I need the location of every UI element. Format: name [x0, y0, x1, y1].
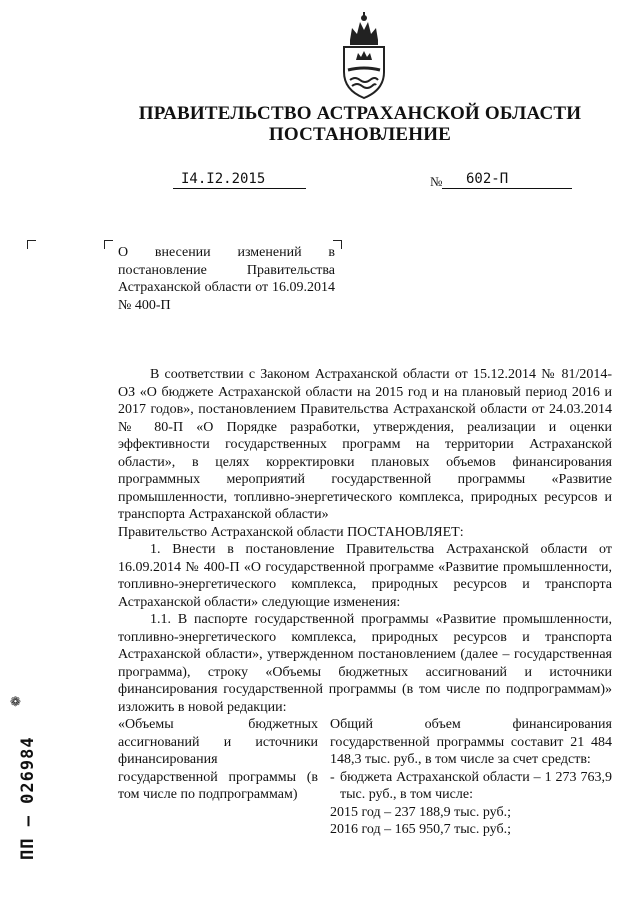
preamble-paragraph: В соответствии с Законом Астраханской области от 15.12.2014 № 81/2014-ОЗ «О бюджете Астраханской области на 2015 год и на плановый период 2016 и 2017 годов», постановлением Правительства Астраханской области от 24.03.2014 № 80-П «О Порядке разработки, утверждения, реализации и оценки эффективности государственных программ на территории Астраханской области», в целях корректировки плановых объемов финансирования программных мероприятий государственной программы «Развитие промышленности, топливно-энергетического комплекса, природных ресурсов и транспорта Астраханской области»	[118, 367, 612, 522]
coat-of-arms-emblem	[336, 10, 392, 100]
corner-mark-subject-start	[104, 240, 113, 249]
regional-budget-text: бюджета Астраханской области – 1 273 763,9 тыс. руб., в том числе:	[340, 769, 612, 802]
clause-1: 1. Внести в постановление Правительства Астраханской области от 16.09.2014 № 400-П «О государственной программе «Развитие промышленности, топливно-энергетического комплекса, природных ресурсов и транспорта Астраханской области» следующие изменения:	[118, 542, 612, 610]
clause-1-1: 1.1. В паспорте государственной программы «Развитие промышленности, топливно-энергетического комплекса, природных ресурсов и транспорта Астраханской области», утвержденном постановлением (далее – государственная программа), строку «Объемы бюджетных ассигнований и источники финансирования государственной программы (в том числе по подпрограммам)» изложить в новой редакции:	[118, 612, 612, 715]
financing-year-2016: 2016 год – 165 950,7 тыс. руб.;	[330, 822, 511, 837]
financing-regional-budget	[330, 769, 612, 804]
corner-mark-left	[27, 240, 36, 249]
document-number: 602-П	[442, 172, 572, 189]
flower-ornament-icon: ❁	[10, 694, 21, 709]
document-subject: О внесении изменений в постановление Правительства Астраханской области от 16.09.2014 № 400-П	[118, 245, 335, 313]
document-type: ПОСТАНОВЛЕНИЕ	[268, 124, 452, 145]
financing-row-value	[330, 716, 612, 839]
document-body	[118, 366, 612, 716]
registration-code: ПП – 026984	[18, 736, 38, 860]
financing-row-label: «Объемы бюджетных ассигнований и источники финансирования государственной программы (в том числе по подпрограммам)	[118, 717, 318, 802]
financing-total: Общий объем финансирования государственной программы составит 21 484 148,3 тыс. руб., в том числе за счет средств:	[330, 717, 612, 767]
financing-year-2015: 2015 год – 237 188,9 тыс. руб.;	[330, 804, 511, 820]
organization-name: ПРАВИТЕЛЬСТВО АСТРАХАНСКОЙ ОБЛАСТИ	[138, 103, 582, 124]
number-sign: №	[430, 174, 443, 189]
resolution-line: Правительство Астраханской области ПОСТАНОВЛЯЕТ:	[118, 524, 464, 540]
list-dash: -	[330, 769, 335, 785]
document-date: I4.I2.2015	[173, 172, 306, 189]
